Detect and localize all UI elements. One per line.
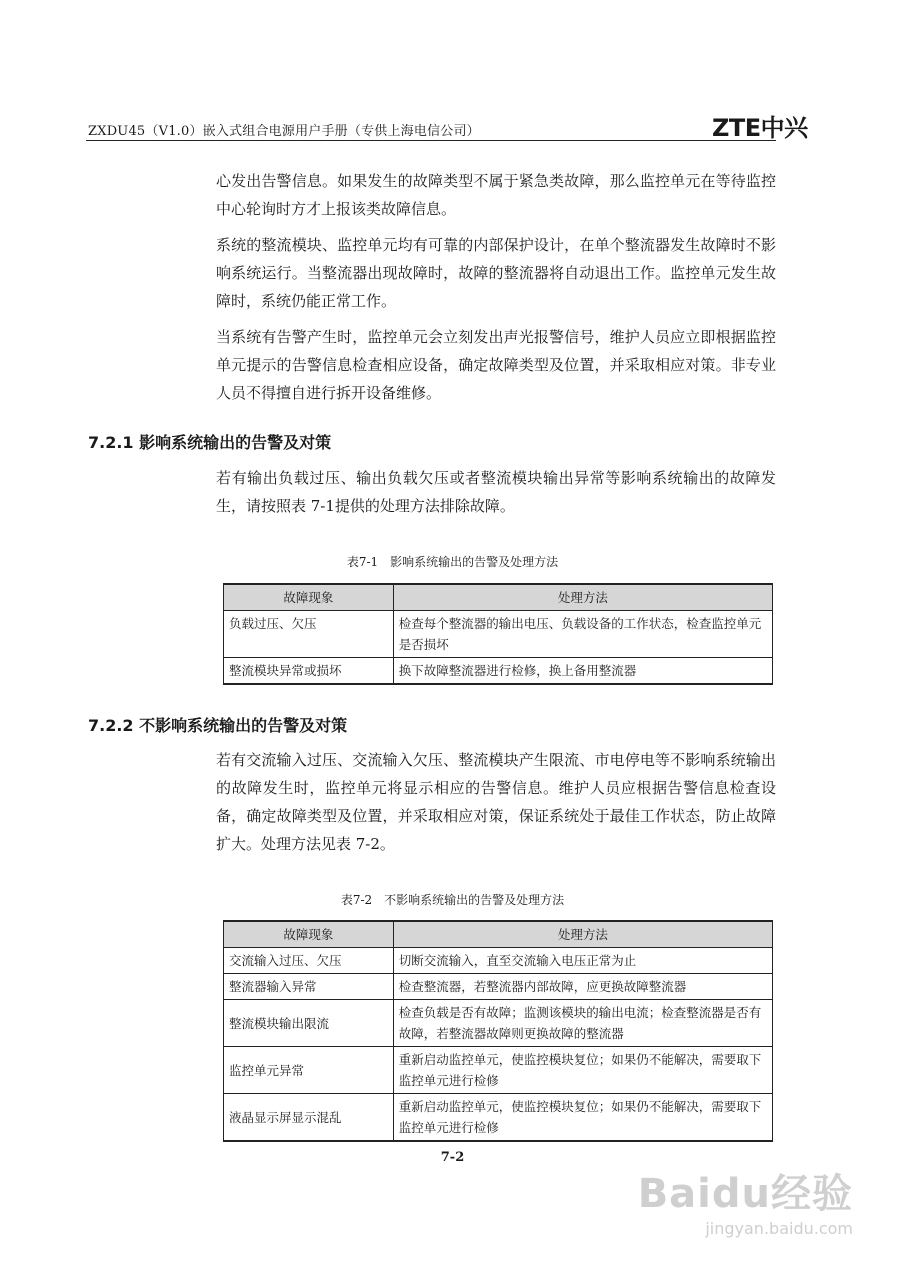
table-7-2 xyxy=(223,920,773,1142)
table-row xyxy=(224,1047,773,1094)
intro-paragraph-3: 当系统有告警产生时，监控单元会立刻发出声光报警信号，维护人员应立即根据监控单元提示的告警信息检查相应设备，确定故障类型及位置，并采取相应对策。非专业人员不得擅自进行拆开设备维修。 xyxy=(216,328,776,402)
header-cell-method: 处理方法 xyxy=(393,584,772,611)
intro-paragraph-2: 系统的整流模块、监控单元均有可靠的内部保护设计，在单个整流器发生故障时不影响系统运行。当整流器出现故障时，故障的整流器将自动退出工作。监控单元发生故障时，系统仍能正常工作。 xyxy=(216,236,776,310)
symptom-cell: 监控单元异常 xyxy=(224,1047,394,1094)
table-row xyxy=(224,974,773,1000)
header-cell-symptom: 故障现象 xyxy=(224,921,394,948)
baidu-watermark xyxy=(638,1162,853,1238)
method-cell: 检查整流器，若整流器内部故障，应更换故障整流器 xyxy=(393,974,772,1000)
symptom-cell: 交流输入过压、欠压 xyxy=(224,948,394,974)
header-cell-symptom: 故障现象 xyxy=(224,584,394,611)
zte-logo: ZTE中兴 xyxy=(712,114,808,142)
method-cell: 检查每个整流器的输出电压、负载设备的工作状态，检查监控单元是否损坏 xyxy=(393,611,772,658)
symptom-cell: 液晶显示屏显示混乱 xyxy=(224,1094,394,1142)
table-7-1 xyxy=(223,583,773,685)
method-cell: 重新启动监控单元，使监控模块复位；如果仍不能解决，需要取下监控单元进行检修 xyxy=(393,1094,772,1142)
table-7-2-caption: 表7-2 不影响系统输出的告警及处理方法 xyxy=(340,893,565,907)
page-number: 7-2 xyxy=(440,1150,465,1165)
symptom-cell: 整流器输入异常 xyxy=(224,974,394,1000)
header-rule xyxy=(86,140,776,141)
table-row xyxy=(224,948,773,974)
table-header-row xyxy=(224,584,773,611)
symptom-cell: 整流模块异常或损坏 xyxy=(224,658,394,685)
symptom-cell: 整流模块输出限流 xyxy=(224,1000,394,1047)
method-cell: 检查负载是否有故障；监测该模块的输出电流；检查整流器是否有故障，若整流器故障则更换故障的整流器 xyxy=(393,1000,772,1047)
method-cell: 换下故障整流器进行检修，换上备用整流器 xyxy=(393,658,772,685)
section1-paragraph: 若有输出负载过压、输出负载欠压或者整流模块输出异常等影响系统输出的故障发生，请按照表 7-1提供的处理方法排除故障。 xyxy=(216,469,776,515)
table-row xyxy=(224,1000,773,1047)
watermark-url: jingyan.baidu.com xyxy=(705,1219,853,1238)
method-cell: 切断交流输入，直至交流输入电压正常为止 xyxy=(393,948,772,974)
watermark-brand: Baidu经验 xyxy=(637,1171,853,1217)
intro-paragraph-1: 心发出告警信息。如果发生的故障类型不属于紧急类故障，那么监控单元在等待监控中心轮询时方才上报该类故障信息。 xyxy=(216,172,776,218)
table-row xyxy=(224,658,773,685)
header-cell-method: 处理方法 xyxy=(393,921,772,948)
section-heading-7-2-2: 7.2.2 不影响系统输出的告警及对策 xyxy=(88,716,348,735)
section-heading-7-2-1: 7.2.1 影响系统输出的告警及对策 xyxy=(88,433,332,452)
method-cell: 重新启动监控单元，使监控模块复位；如果仍不能解决，需要取下监控单元进行检修 xyxy=(393,1047,772,1094)
symptom-cell: 负载过压、欠压 xyxy=(224,611,394,658)
running-header-title: ZXDU45（V1.0）嵌入式组合电源用户手册（专供上海电信公司） xyxy=(88,124,480,139)
table-header-row xyxy=(224,921,773,948)
table-row xyxy=(224,611,773,658)
section2-paragraph: 若有交流输入过压、交流输入欠压、整流模块产生限流、市电停电等不影响系统输出的故障发生时，监控单元将显示相应的告警信息。维护人员应根据告警信息检查设备，确定故障类型及位置，并采取相应对策，保证系统处于最佳工作状态，防止故障扩大。处理方法见表 7-2。 xyxy=(216,751,776,853)
table-row xyxy=(224,1094,773,1142)
table-7-1-caption: 表7-1 影响系统输出的告警及处理方法 xyxy=(346,555,559,569)
